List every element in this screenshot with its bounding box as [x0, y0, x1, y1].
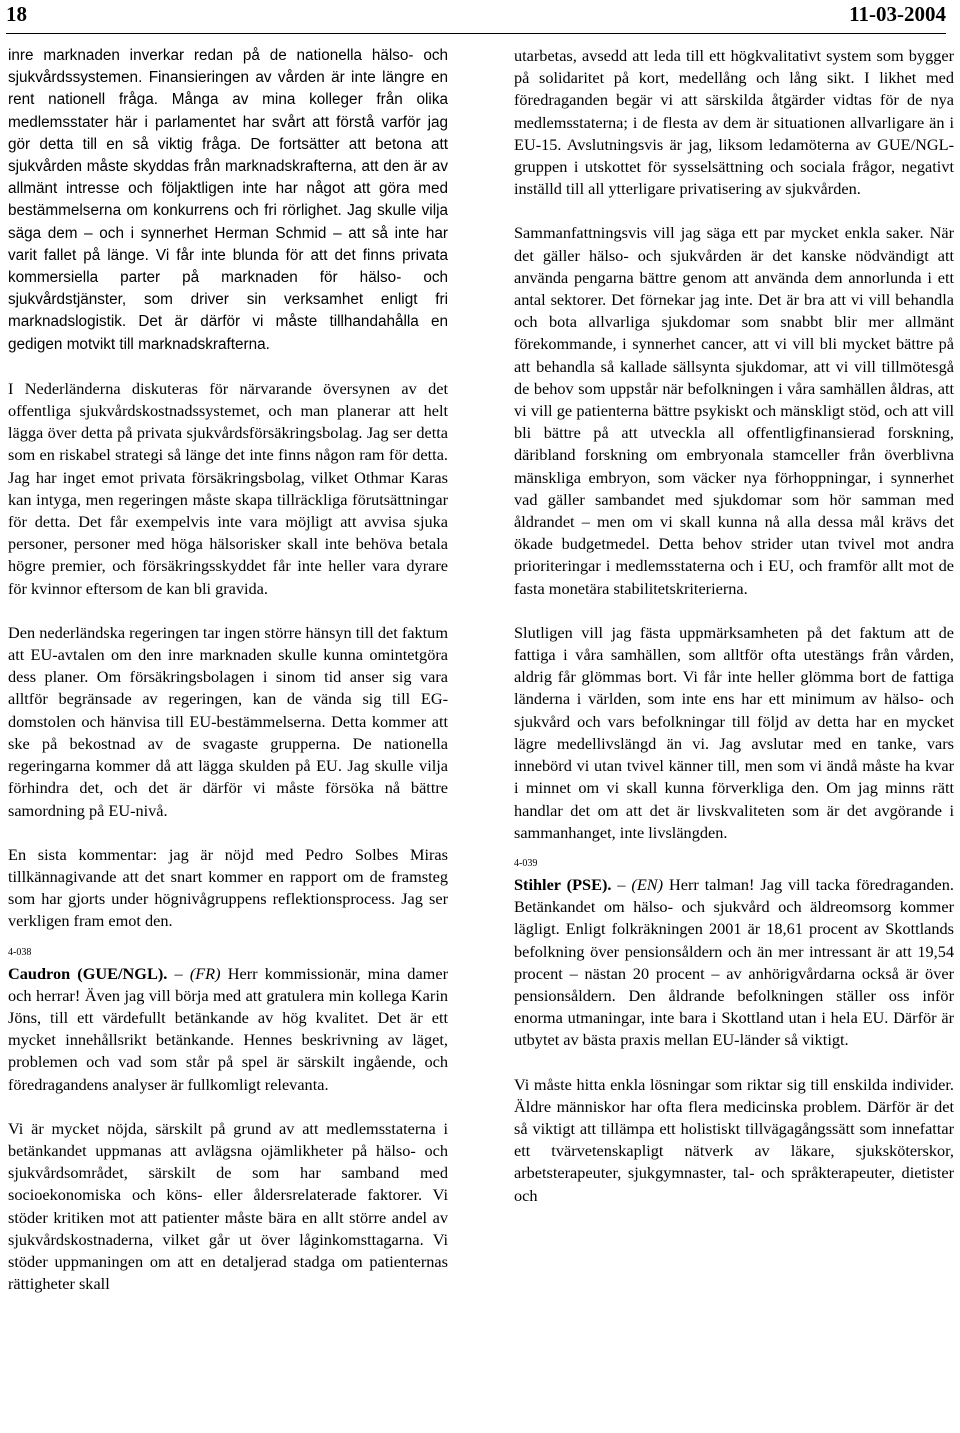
paragraph: Slutligen vill jag fästa uppmärksamheten på det faktum att de fattiga i våra samhällen, som alltför ofta utestängs från vården, aldrig får glömmas bort. Vi får inte heller glömma bort de fattiga länderna i världen, som inte ens har ett minimum av hälso- och sjukvård och vars befolkningar till följd av detta har en mycket lägre medellivslängd än vi. Jag avslutar med en tanke, vars innebörd vi utan tvivel känner till, men som vi ändå måste ha kvar i minnet om vi skall kunna förverkliga den. Om jag minns rätt handlar det om att det är livskvaliteten som är det avgörande i sammanhanget, inte livslängden. — [514, 622, 954, 842]
page-number: 18 — [6, 2, 27, 26]
paragraph: Sammanfattningsvis vill jag säga ett par mycket enkla saker. När det gäller hälso- och sjukvården är det kanske nödvändigt att använda pengarna bättre genom att använda dem annorlunda i ett antal sektorer. Det förnekar jag inte. Det är bra att vi vill behandla och bota allvarliga sjukdomar som snabbt blir mer allmänt förekommande, i synnerhet cancer, att vi vill bli mycket bättre på att behandla så kallade sällsynta sjukdomar, att vi vill tillmötesgå de behov som uppstår när befolkningen i våra samhällen åldras, att vi vill ge patienterna bättre psykiskt och mänskligt stöd, och att vill bli bättre på att utveckla all offentligfinansierad forskning, däribland forskning om embryonala stamceller från överblivna mänskliga embryon, som väcker nya förhoppningar, i synnerhet vad gäller sambandet med sjukdomar som hör samman med åldrandet – men om vi skall kunna nå alla dessa mål krävs det ökade budgetmedel. Detta behov strider utan tvivel mot andra prioriteringar i medlemsstaterna och i EU, och framför allt mot de fasta monetära stabilitetskriterierna. — [514, 223, 954, 598]
section-reference: 4-038 — [8, 946, 32, 958]
speaker-name: Stihler (PSE). — [514, 874, 612, 894]
paragraph: Vi måste hitta enkla lösningar som riktar sig till enskilda individer. Äldre människor har ofta flera medicinska problem. Därför är det så viktigt att tillämpa ett holistiskt tillvägagångssätt som innefattar ett tvärvetenskapligt nätverk av läkare, sjuksköterskor, arbetsterapeuter, sjukgymnaster, tal- och språkterapeuter, dietister och — [514, 1074, 954, 1205]
paragraph: I Nederländerna diskuteras för närvarande översynen av det offentliga sjukvårdskostnadssystemet, och man planerar att helt lägga över detta på privata sjukvårdsförsäkringsbolag. Jag ser detta som en riskabel strategi så länge det inte finns någon ram för detta. Jag har inget emot privata försäkringsbolag, vilket Othmar Karas kan intyga, men regeringen måste skapa tillräckliga förutsättningar för detta. Det får exempelvis inte vara möjligt att avvisa sjuka personer, personer med höga hälsorisker skall inte behöva betala högre premier, och försäkringsskyddet får inte heller vara dyrare för kvinnor eftersom de kan bli gravida. — [8, 378, 448, 598]
dash: – — [611, 874, 632, 894]
left-column — [8, 45, 448, 1295]
speech-paragraph — [8, 963, 448, 1096]
header-rule — [6, 33, 946, 34]
paragraph: En sista kommentar: jag är nöjd med Pedro Solbes Miras tillkännagivande att det snart kommer en rapport om de framsteg som har gjorts under högnivågruppens reflektionsprocess. Jag ser verkligen fram emot den. — [8, 844, 448, 931]
language-tag: (EN) — [631, 874, 664, 894]
paragraph: inre marknaden inverkar redan på de nationella hälso- och sjukvårdssystemen. Finansieringen av vården är inte längre en rent nationell fråga. Många av mina kolleger från olika medlemsstater här i parlamentet har svårt att förstå varför jag gör detta till en så viktig fråga. De fortsätter att betona att sjukvården måste skyddas från marknadskrafterna, att den är av allmänt intresse och följaktligen inte har något att göra med bestämmelserna om konkurrens och fri rörlighet. Jag skulle vilja säga dem – och i synnerhet Herman Schmid – att så inte har varit fallet på länge. Vi får inte blunda för att det finns privata kommersiella parter på marknaden för hälso- och sjukvårdstjänster, som driver sin verksamhet enligt fri marknadslogistik. Det är därför vi måste tillhandahålla en gedigen motvikt till marknadskrafterna. — [8, 47, 448, 353]
speech-paragraph — [514, 874, 954, 1052]
paragraph: Den nederländska regeringen tar ingen större hänsyn till det faktum att EU-avtalen om den inre marknaden skulle kunna omintetgöra dess planer. Om försäkringsbolagen i sinom tid anser sig vara alltför begränsade av regeringen, kan de vända sig till EG-domstolen och hänvisa till EU-bestämmelserna. Detta kommer att ske på bekostnad av de svagaste grupperna. De nationella regeringarna kommer då att lägga skulden på EU. Jag skulle vilja förhindra det, och det är därför vi måste försöka nå bättre samordning på EU-nivå. — [8, 622, 448, 820]
language-tag: (FR) — [189, 963, 221, 983]
right-column — [514, 45, 954, 1207]
page-date: 11-03-2004 — [849, 2, 946, 26]
paragraph: Vi är mycket nöjda, särskilt på grund av att medlemsstaterna i betänkandet uppmanas att avlägsna ojämlikheter på hälso- och sjukvårdsområdet, särskilt de som har samband med socioekonomiska och köns- eller åldersrelaterade faktorer. Vi stöder kritiken mot att patienter måste bära en allt större andel av sjukvårdskostnaderna, vilket går ut över låginkomsttagarna. Vi stöder uppmaningen om att en detaljerad stadga om patienternas rättigheter skall — [8, 1118, 448, 1294]
page-header — [6, 0, 946, 28]
speaker-name: Caudron (GUE/NGL). — [8, 963, 168, 983]
section-reference: 4-039 — [514, 857, 538, 869]
paragraph: utarbetas, avsedd att leda till ett högkvalitativt system som bygger på solidaritet på kort, medellång och lång sikt. I likhet med föredraganden begär vi att särskilda åtgärder vidtas för de nya medlemsstaterna; i de flesta av dem är situationen allvarligare än i EU-15. Avslutningsvis är jag, liksom ledamöterna av GUE/NGL-gruppen i utskottet för sysselsättning och sociala frågor, negativt inställd till all ytterligare privatisering av sjukvården. — [514, 46, 954, 199]
dash: – — [167, 963, 190, 983]
speech-text: Herr talman! Jag vill tacka föredraganden. Betänkandet om hälso- och sjukvård och äldreomsorg kommer lägligt. Enligt folkräkningen 2001 är 18,61 procent av Skottlands befolkning över pensionsåldern och än mer intressant är att 19,54 procent – nästan 20 procent – av anhörigvårdarna också är över pensionsåldern. Den åldrande befolkningen ställer oss inför enorma utmaningar, inte bara i Skottland utan i hela EU. Därför är utbytet av bästa praxis mellan EU-länder så viktigt. — [514, 874, 954, 1050]
speech-text: Herr kommissionär, mina damer och herrar! Även jag vill börja med att gratulera min kollega Karin Jöns, till ett värdefullt betänkande av hög kvalitet. Det är ett mycket innehållsrikt betänkande. Hennes beskrivning av läget, problemen och vad som står på spel är särskilt ingående, och föredragandens analyser är fullkomligt relevanta. — [8, 963, 448, 1094]
